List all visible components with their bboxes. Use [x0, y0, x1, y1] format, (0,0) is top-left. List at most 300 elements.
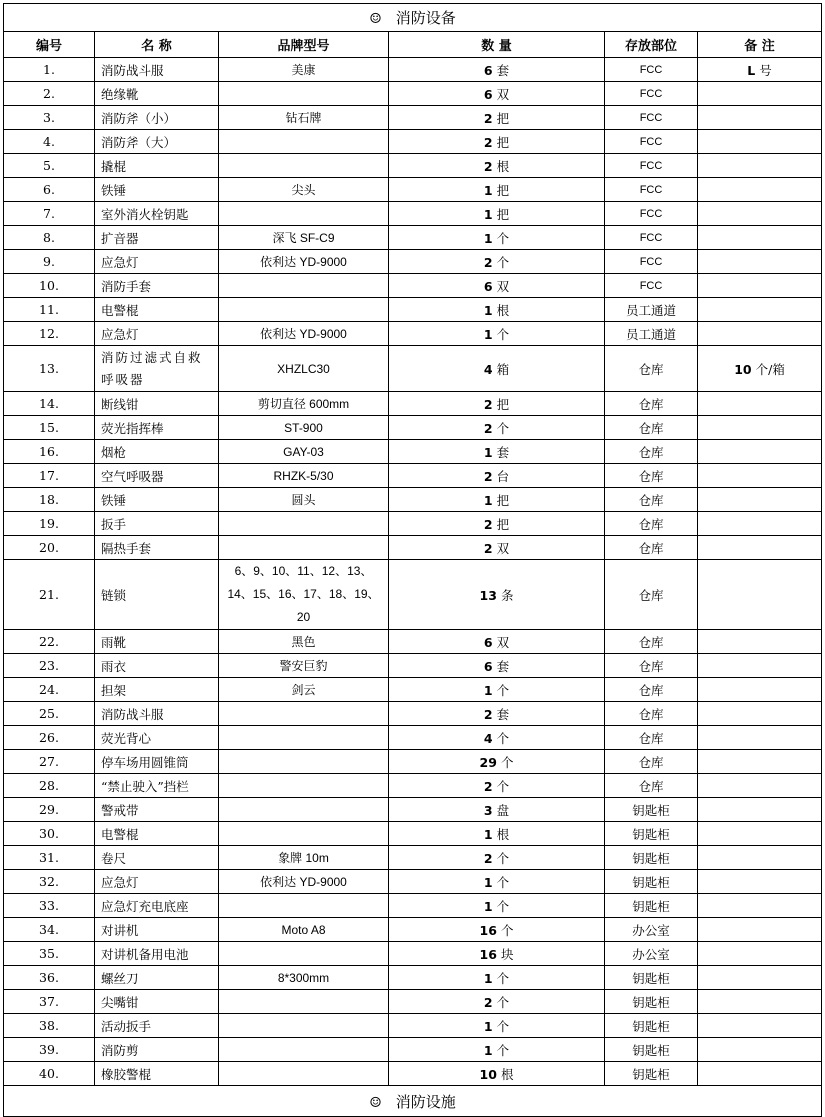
item-model: 依利达 YD-9000: [219, 870, 389, 894]
quantity-unit: 根: [496, 826, 510, 842]
item-remark: [698, 464, 822, 488]
item-remark: [698, 440, 822, 464]
item-name: “禁止驶入”挡栏: [95, 774, 219, 798]
quantity-value: 1: [483, 326, 493, 342]
table-row: [4, 750, 822, 774]
item-model: Moto A8: [219, 918, 389, 942]
item-quantity: [389, 990, 605, 1014]
quantity-unit: 台: [496, 468, 510, 484]
item-remark: [698, 58, 822, 82]
quantity-unit: 根: [496, 302, 510, 318]
item-model: [219, 726, 389, 750]
item-name: 雨衣: [95, 654, 219, 678]
table-row: [4, 678, 822, 702]
item-location: 仓库: [605, 654, 698, 678]
table-row: [4, 250, 822, 274]
item-location: 员工通道: [605, 298, 698, 322]
item-location: FCC: [605, 226, 698, 250]
quantity-value: 4: [483, 730, 493, 746]
item-name: 消防过滤式自救呼吸器: [95, 346, 219, 392]
quantity-unit: 个: [496, 254, 510, 270]
item-model: RHZK-5/30: [219, 464, 389, 488]
item-quantity: [389, 750, 605, 774]
table-row: [4, 918, 822, 942]
table-row: [4, 58, 822, 82]
quantity-value: 1: [483, 230, 493, 246]
quantity-unit: 把: [496, 206, 510, 222]
item-name: 应急灯充电底座: [95, 894, 219, 918]
quantity-value: 2: [483, 134, 493, 150]
item-quantity: [389, 630, 605, 654]
quantity-unit: 个: [496, 850, 510, 866]
item-quantity: [389, 1014, 605, 1038]
item-quantity: [389, 250, 605, 274]
section-header-facilities: [4, 1086, 822, 1117]
item-number: 29.: [4, 798, 95, 822]
table-row: [4, 178, 822, 202]
quantity-value: 4: [483, 361, 493, 377]
quantity-unit: 把: [496, 110, 510, 126]
item-model: [219, 942, 389, 966]
item-name: 螺丝刀: [95, 966, 219, 990]
item-name: 橡胶警棍: [95, 1062, 219, 1086]
item-remark: [698, 82, 822, 106]
item-quantity: [389, 774, 605, 798]
quantity-value: 6: [483, 634, 493, 650]
item-remark: [698, 226, 822, 250]
table-row: [4, 464, 822, 488]
item-model: 圆头: [219, 488, 389, 512]
item-model: 黑色: [219, 630, 389, 654]
quantity-unit: 个: [496, 970, 510, 986]
table-row: [4, 488, 822, 512]
item-name: 尖嘴钳: [95, 990, 219, 1014]
item-location: 仓库: [605, 774, 698, 798]
item-remark: [698, 630, 822, 654]
quantity-unit: 根: [496, 158, 510, 174]
quantity-unit: 个: [500, 754, 514, 770]
quantity-unit: 把: [496, 516, 510, 532]
item-number: 28.: [4, 774, 95, 798]
quantity-unit: 个: [496, 682, 510, 698]
quantity-value: 2: [483, 994, 493, 1010]
item-number: 15.: [4, 416, 95, 440]
item-number: 30.: [4, 822, 95, 846]
quantity-unit: 把: [496, 492, 510, 508]
item-number: 13.: [4, 346, 95, 392]
item-remark: [698, 774, 822, 798]
item-model: 钻石牌: [219, 106, 389, 130]
table-row: [4, 298, 822, 322]
item-remark: [698, 322, 822, 346]
item-number: 5.: [4, 154, 95, 178]
header-name: 名 称: [95, 32, 219, 58]
table-row: [4, 630, 822, 654]
item-remark: [698, 750, 822, 774]
item-number: 17.: [4, 464, 95, 488]
item-number: 27.: [4, 750, 95, 774]
item-remark: [698, 1062, 822, 1086]
table-row: [4, 654, 822, 678]
quantity-unit: 双: [496, 86, 510, 102]
item-location: 钥匙柜: [605, 870, 698, 894]
item-number: 26.: [4, 726, 95, 750]
quantity-value: 2: [483, 158, 493, 174]
item-quantity: [389, 392, 605, 416]
remark-text: 号: [759, 62, 772, 78]
item-number: 33.: [4, 894, 95, 918]
item-number: 37.: [4, 990, 95, 1014]
quantity-value: 2: [483, 396, 493, 412]
item-remark: [698, 702, 822, 726]
section-header-equipment: [4, 4, 822, 32]
quantity-value: 1: [483, 898, 493, 914]
item-remark: [698, 512, 822, 536]
quantity-unit: 双: [496, 540, 510, 556]
header-remark: 备 注: [698, 32, 822, 58]
item-quantity: [389, 178, 605, 202]
item-location: 钥匙柜: [605, 1062, 698, 1086]
item-model: 美康: [219, 58, 389, 82]
item-remark: [698, 298, 822, 322]
quantity-value: 1: [483, 182, 493, 198]
item-remark: [698, 130, 822, 154]
item-quantity: [389, 274, 605, 298]
item-number: 4.: [4, 130, 95, 154]
item-model: [219, 202, 389, 226]
remark-value: 10: [734, 361, 752, 377]
quantity-value: 1: [483, 1018, 493, 1034]
item-remark: [698, 346, 822, 392]
item-quantity: [389, 942, 605, 966]
item-location: 钥匙柜: [605, 1014, 698, 1038]
quantity-value: 2: [483, 706, 493, 722]
item-name: 电警棍: [95, 298, 219, 322]
item-location: 钥匙柜: [605, 894, 698, 918]
section-title: 消防设备: [395, 9, 456, 27]
quantity-unit: 个: [500, 922, 514, 938]
item-quantity: [389, 846, 605, 870]
table-row: [4, 774, 822, 798]
item-quantity: [389, 106, 605, 130]
quantity-value: 1: [483, 206, 493, 222]
item-number: 24.: [4, 678, 95, 702]
item-remark: [698, 1038, 822, 1062]
quantity-unit: 根: [500, 1066, 514, 1082]
item-location: FCC: [605, 106, 698, 130]
item-quantity: [389, 298, 605, 322]
quantity-unit: 箱: [496, 361, 510, 377]
table-row: [4, 154, 822, 178]
table-row: [4, 702, 822, 726]
item-model: [219, 822, 389, 846]
item-number: 1.: [4, 58, 95, 82]
item-quantity: [389, 226, 605, 250]
table-row: [4, 440, 822, 464]
quantity-unit: 个: [496, 230, 510, 246]
quantity-value: 2: [483, 254, 493, 270]
item-remark: [698, 918, 822, 942]
item-location: FCC: [605, 82, 698, 106]
quantity-value: 6: [483, 62, 493, 78]
item-quantity: [389, 870, 605, 894]
table-row: [4, 798, 822, 822]
item-number: 9.: [4, 250, 95, 274]
quantity-value: 1: [483, 492, 493, 508]
item-model: 尖头: [219, 178, 389, 202]
item-remark: [698, 966, 822, 990]
item-quantity: [389, 966, 605, 990]
item-name: 消防战斗服: [95, 58, 219, 82]
quantity-unit: 套: [496, 62, 510, 78]
item-remark: [698, 822, 822, 846]
item-quantity: [389, 130, 605, 154]
item-remark: [698, 154, 822, 178]
item-quantity: [389, 678, 605, 702]
quantity-value: 2: [483, 110, 493, 126]
item-number: 34.: [4, 918, 95, 942]
item-location: 仓库: [605, 440, 698, 464]
item-name: 链锁: [95, 560, 219, 630]
item-location: FCC: [605, 178, 698, 202]
item-model: [219, 298, 389, 322]
item-remark: [698, 798, 822, 822]
section-title: 消防设施: [395, 1092, 456, 1111]
item-number: 21.: [4, 560, 95, 630]
table-row: [4, 536, 822, 560]
item-number: 8.: [4, 226, 95, 250]
quantity-unit: 把: [496, 396, 510, 412]
item-model: 依利达 YD-9000: [219, 250, 389, 274]
quantity-unit: 条: [500, 587, 514, 603]
item-name: 消防斧（大）: [95, 130, 219, 154]
quantity-value: 16: [479, 946, 497, 962]
item-location: FCC: [605, 154, 698, 178]
item-location: 仓库: [605, 536, 698, 560]
header-model: 品牌型号: [219, 32, 389, 58]
item-name: 隔热手套: [95, 536, 219, 560]
item-number: 22.: [4, 630, 95, 654]
item-number: 10.: [4, 274, 95, 298]
item-name: 活动扳手: [95, 1014, 219, 1038]
table-row: [4, 1014, 822, 1038]
item-number: 23.: [4, 654, 95, 678]
item-location: 员工通道: [605, 322, 698, 346]
item-name: 消防剪: [95, 1038, 219, 1062]
item-quantity: [389, 512, 605, 536]
item-model: 象牌 10m: [219, 846, 389, 870]
item-number: 25.: [4, 702, 95, 726]
item-model: [219, 1038, 389, 1062]
item-location: 钥匙柜: [605, 966, 698, 990]
quantity-unit: 盘: [496, 802, 510, 818]
quantity-value: 1: [483, 682, 493, 698]
item-quantity: [389, 82, 605, 106]
item-name: 荧光指挥棒: [95, 416, 219, 440]
remark-value: L: [747, 62, 756, 78]
item-location: 仓库: [605, 416, 698, 440]
table-row: [4, 130, 822, 154]
remark-text: 个/箱: [755, 361, 785, 377]
quantity-value: 1: [483, 874, 493, 890]
quantity-value: 6: [483, 658, 493, 674]
quantity-value: 2: [483, 468, 493, 484]
item-name: 荧光背心: [95, 726, 219, 750]
quantity-unit: 个: [496, 994, 510, 1010]
item-name: 断线钳: [95, 392, 219, 416]
item-model: [219, 1062, 389, 1086]
quantity-unit: 套: [496, 658, 510, 674]
item-location: FCC: [605, 130, 698, 154]
table-row: [4, 822, 822, 846]
smiley-icon: ☺: [369, 1094, 382, 1111]
item-location: FCC: [605, 274, 698, 298]
quantity-value: 2: [483, 420, 493, 436]
document-page: [3, 3, 821, 1117]
item-model: [219, 750, 389, 774]
quantity-value: 10: [479, 1066, 497, 1082]
item-model: 剪切直径 600mm: [219, 392, 389, 416]
item-model: [219, 702, 389, 726]
item-name: 消防斧（小）: [95, 106, 219, 130]
item-number: 39.: [4, 1038, 95, 1062]
table-row: [4, 560, 822, 630]
item-remark: [698, 392, 822, 416]
item-location: 仓库: [605, 392, 698, 416]
item-location: 办公室: [605, 942, 698, 966]
item-quantity: [389, 654, 605, 678]
item-name: 室外消火栓钥匙: [95, 202, 219, 226]
item-model: [219, 990, 389, 1014]
item-number: 36.: [4, 966, 95, 990]
table-row: [4, 274, 822, 298]
item-name: 雨靴: [95, 630, 219, 654]
item-quantity: [389, 440, 605, 464]
item-location: 钥匙柜: [605, 990, 698, 1014]
item-remark: [698, 178, 822, 202]
item-number: 11.: [4, 298, 95, 322]
header-location: 存放部位: [605, 32, 698, 58]
item-model: [219, 798, 389, 822]
item-model: [219, 512, 389, 536]
quantity-unit: 个: [496, 1018, 510, 1034]
item-quantity: [389, 1062, 605, 1086]
quantity-unit: 把: [496, 134, 510, 150]
item-location: 钥匙柜: [605, 822, 698, 846]
item-remark: [698, 560, 822, 630]
item-name: 担架: [95, 678, 219, 702]
item-location: 钥匙柜: [605, 1038, 698, 1062]
quantity-unit: 个: [496, 420, 510, 436]
table-row: [4, 894, 822, 918]
item-location: 仓库: [605, 488, 698, 512]
item-number: 14.: [4, 392, 95, 416]
item-model: [219, 154, 389, 178]
item-name: 消防手套: [95, 274, 219, 298]
item-location: FCC: [605, 58, 698, 82]
item-name: 应急灯: [95, 250, 219, 274]
table-row: [4, 726, 822, 750]
table-row: [4, 82, 822, 106]
quantity-unit: 个: [496, 898, 510, 914]
item-number: 40.: [4, 1062, 95, 1086]
item-location: FCC: [605, 250, 698, 274]
item-model: 剑云: [219, 678, 389, 702]
item-number: 20.: [4, 536, 95, 560]
item-number: 2.: [4, 82, 95, 106]
item-quantity: [389, 488, 605, 512]
item-location: 仓库: [605, 512, 698, 536]
item-name: 铁锤: [95, 178, 219, 202]
item-remark: [698, 250, 822, 274]
item-name: 撬棍: [95, 154, 219, 178]
item-number: 19.: [4, 512, 95, 536]
table-row: [4, 942, 822, 966]
item-name: 电警棍: [95, 822, 219, 846]
item-location: 仓库: [605, 560, 698, 630]
item-name: 空气呼吸器: [95, 464, 219, 488]
table-row: [4, 106, 822, 130]
item-name: 绝缘靴: [95, 82, 219, 106]
item-location: 办公室: [605, 918, 698, 942]
item-location: 仓库: [605, 702, 698, 726]
quantity-value: 1: [483, 444, 493, 460]
item-remark: [698, 846, 822, 870]
table-row: [4, 870, 822, 894]
item-name: 对讲机: [95, 918, 219, 942]
item-name: 消防战斗服: [95, 702, 219, 726]
quantity-value: 6: [483, 278, 493, 294]
quantity-unit: 套: [496, 706, 510, 722]
item-name: 警戒带: [95, 798, 219, 822]
item-remark: [698, 536, 822, 560]
item-remark: [698, 678, 822, 702]
item-remark: [698, 726, 822, 750]
item-number: 32.: [4, 870, 95, 894]
item-model: [219, 774, 389, 798]
item-quantity: [389, 822, 605, 846]
table-row: [4, 990, 822, 1014]
item-quantity: [389, 918, 605, 942]
table-row: [4, 1062, 822, 1086]
quantity-unit: 双: [496, 634, 510, 650]
item-name: 铁锤: [95, 488, 219, 512]
item-location: 仓库: [605, 726, 698, 750]
item-model: 警安巨豹: [219, 654, 389, 678]
item-quantity: [389, 322, 605, 346]
table-row: [4, 966, 822, 990]
item-remark: [698, 894, 822, 918]
item-quantity: [389, 560, 605, 630]
item-name: 扩音器: [95, 226, 219, 250]
table-row: [4, 202, 822, 226]
item-location: 仓库: [605, 630, 698, 654]
smiley-icon: ☺: [369, 11, 382, 27]
quantity-unit: 个: [496, 730, 510, 746]
table-row: [4, 416, 822, 440]
item-quantity: [389, 798, 605, 822]
item-number: 35.: [4, 942, 95, 966]
item-location: 仓库: [605, 750, 698, 774]
item-name: 停车场用圆锥筒: [95, 750, 219, 774]
item-quantity: [389, 726, 605, 750]
quantity-unit: 个: [496, 778, 510, 794]
table-row: [4, 846, 822, 870]
item-model: 8*300mm: [219, 966, 389, 990]
item-model: [219, 130, 389, 154]
header-no: 编号: [4, 32, 95, 58]
item-remark: [698, 990, 822, 1014]
